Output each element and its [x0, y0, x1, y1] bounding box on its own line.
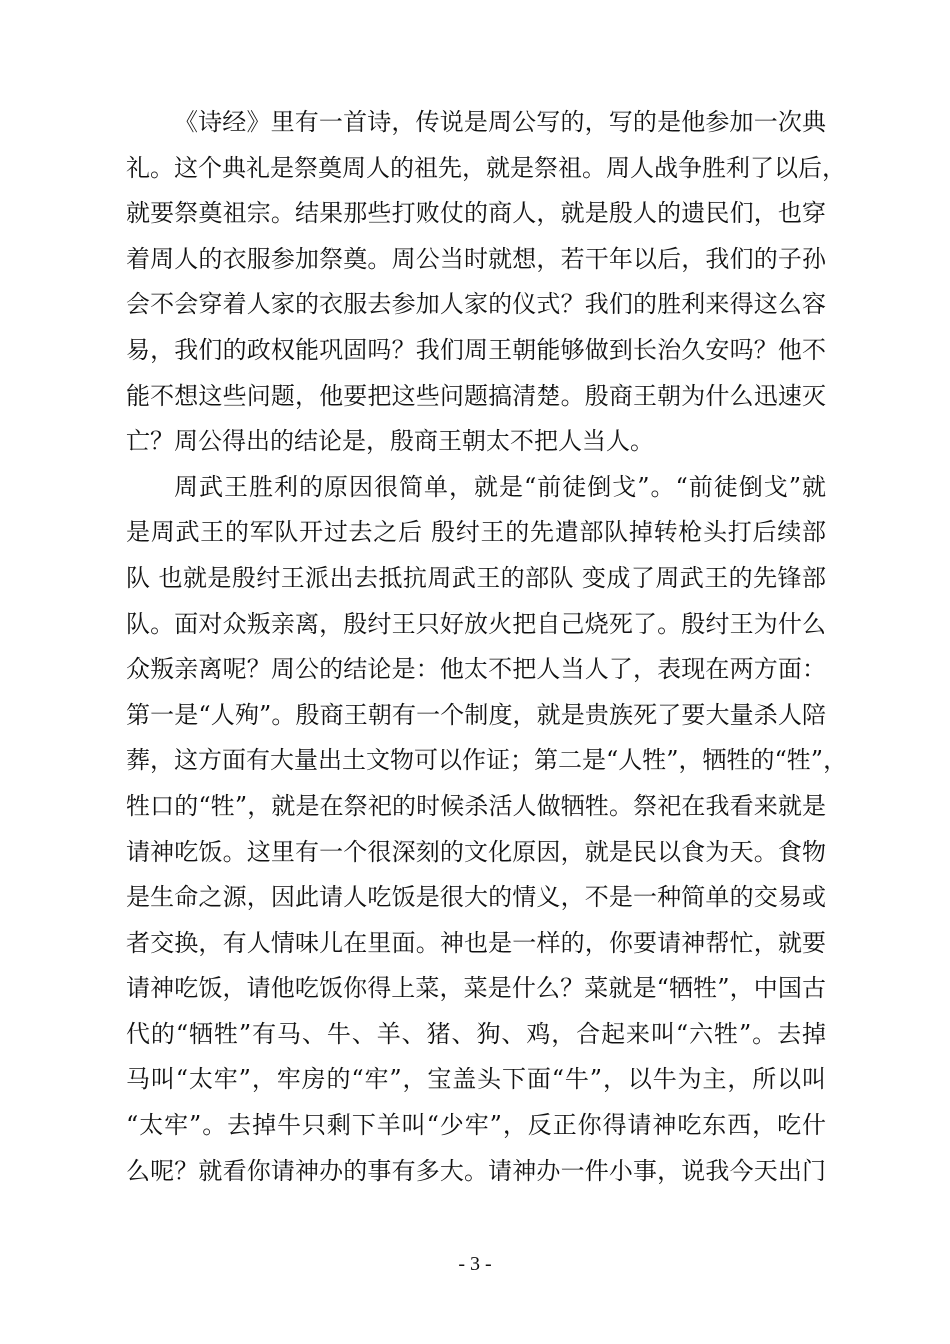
text-line: 葬，这方面有大量出土文物可以作证；第二是“人牲”，牺牲的“牲”， [126, 746, 848, 775]
page-number: - 3 - [458, 1253, 492, 1275]
text-line: 易，我们的政权能巩固吗？我们周王朝能够做到长治久安吗？他不 [126, 335, 826, 364]
text-line: 第一是“人殉”。殷商王朝有一个制度，就是贵族死了要大量杀人陪 [126, 700, 826, 729]
text-line: 亡？周公得出的结论是，殷商王朝太不把人当人。 [126, 427, 654, 456]
text-line: 队。面对众叛亲离，殷纣王只好放火把自己烧死了。殷纣王为什么 [126, 609, 826, 638]
text-line: “太牢”。去掉牛只剩下羊叫“少牢”，反正你得请神吃东西，吃什 [126, 1111, 826, 1140]
text-line: 代的“牺牲”有马、牛、羊、猪、狗、鸡，合起来叫“六牲”。去掉 [126, 1019, 826, 1048]
text-line: 是生命之源，因此请人吃饭是很大的情义，不是一种简单的交易或 [126, 883, 826, 912]
text-line: 么呢？就看你请神办的事有多大。请神办一件小事，说我今天出门 [126, 1156, 826, 1185]
text-line: 能不想这些问题，他要把这些问题搞清楚。殷商王朝为什么迅速灭 [126, 381, 826, 410]
text-line: 请神吃饭，请他吃饭你得上菜，菜是什么？菜就是“牺牲”，中国古 [126, 974, 826, 1003]
text-line: 马叫“太牢”，牢房的“牢”，宝盖头下面“牛”，以牛为主，所以叫 [126, 1065, 826, 1094]
text-line: 众叛亲离呢？周公的结论是：他太不把人当人了，表现在两方面： [126, 655, 826, 684]
paragraph-1 [126, 100, 846, 465]
text-line: 牲口的“牲”，就是在祭祀的时候杀活人做牺牲。祭祀在我看来就是 [126, 791, 826, 820]
text-line: 周武王胜利的原因很简单，就是“前徒倒戈”。“前徒倒戈”就 [174, 472, 826, 501]
text-line: 着周人的衣服参加祭奠。周公当时就想，若干年以后，我们的子孙 [126, 244, 826, 273]
paragraph-2 [126, 465, 848, 1195]
text-line: 者交换，有人情味儿在里面。神也是一样的，你要请神帮忙，就要 [126, 928, 826, 957]
body-text [126, 100, 848, 1194]
text-line: 就要祭奠祖宗。结果那些打败仗的商人，就是殷人的遗民们，也穿 [126, 199, 826, 228]
text-line: 会不会穿着人家的衣服去参加人家的仪式？我们的胜利来得这么容 [126, 290, 826, 319]
text-line: 《诗经》里有一首诗，传说是周公写的，写的是他参加一次典 [174, 108, 826, 136]
text-line: 礼。这个典礼是祭奠周人的祖先，就是祭祖。周人战争胜利了以后， [126, 153, 846, 182]
text-line: 队 也就是殷纣王派出去抵抗周武王的部队 变成了周武王的先锋部 [126, 563, 826, 592]
text-line: 是周武王的军队开过去之后 殷纣王的先遣部队掉转枪头打后续部 [126, 518, 826, 547]
text-line: 请神吃饭。这里有一个很深刻的文化原因，就是民以食为天。食物 [126, 837, 826, 866]
